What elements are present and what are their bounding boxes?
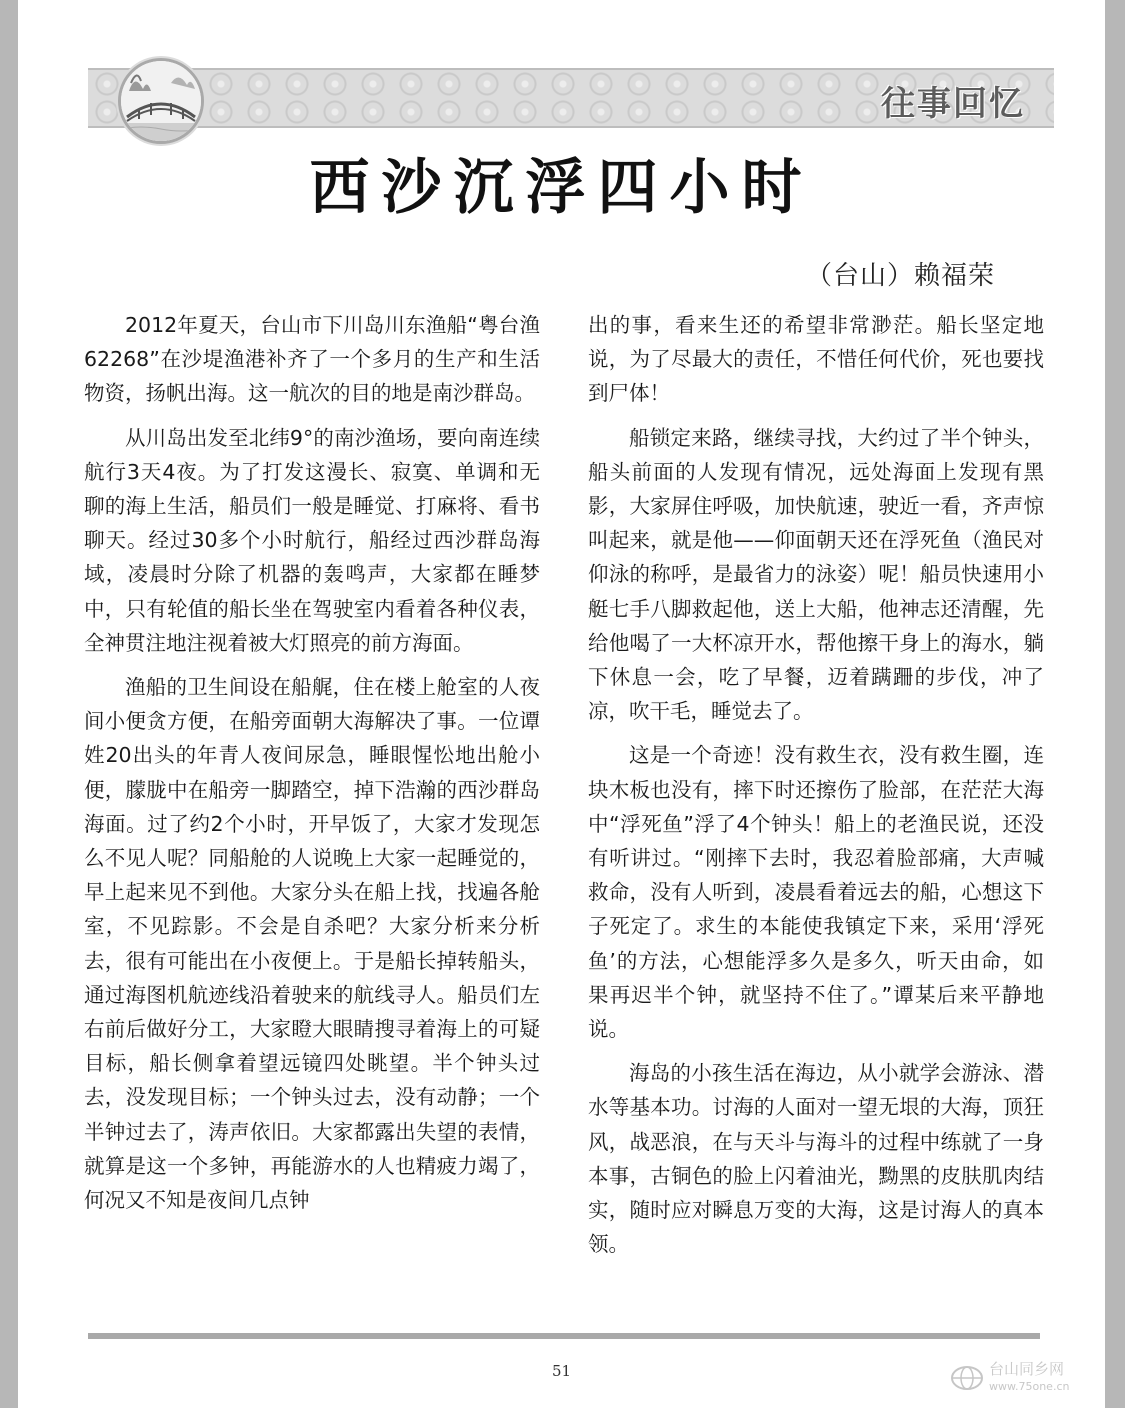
paragraph-continuation: 出的事，看来生还的希望非常渺茫。船长坚定地说，为了尽最大的责任，不惜任何代价，死也要找到尸体！ [588, 313, 1044, 406]
watermark-text: 台山同乡网 [989, 1360, 1065, 1378]
bottom-divider [88, 1333, 1040, 1339]
paragraph: 2012年夏天，台山市下川岛川东渔船“粤台渔62268”在沙堤渔港补齐了一个多月的生产和生活物资，扬帆出海。这一航次的目的地是南沙群岛。 [84, 313, 540, 406]
paragraph: 渔船的卫生间设在船艉，住在楼上舱室的人夜间小便贪方便，在船旁面朝大海解决了事。一位谭姓20出头的年青人夜间尿急，睡眼惺忪地出舱小便，朦胧中在船旁一脚踏空，掉下浩瀚的西沙群岛海面。过了约2个小时，开早饭了，大家才发现怎么不见人呢？同船舱的人说晚上大家一起睡觉的，早上起来见不到他。大家分头在船上找，找遍各舱室，不见踪影。不会是自杀吧？大家分析来分析去，很有可能出在小夜便上。于是船长掉转船头，通过海图机航迹线沿着驶来的航线寻人。船员们左右前后做好分工，大家瞪大眼睛搜寻着海上的可疑目标，船长侧拿着望远镜四处眺望。半个钟头过去，没发现目标；一个钟头过去，没有动静；一个半钟过去了，涛声依旧。大家都露出失望的表情，就算是这一个多钟，再能游水的人也精疲力竭了，何况又不知是夜间几点钟 [84, 675, 540, 1213]
article-author: （台山）赖福荣 [805, 261, 995, 291]
paragraph: 船锁定来路，继续寻找，大约过了半个钟头，船头前面的人发现有情况，远处海面上发现有黑影，大家屏住呼吸，加快航速，驶近一看，齐声惊叫起来，就是他——仰面朝天还在浮死鱼（渔民对仰泳的称呼，是最省力的泳姿）呢！船员快速用小艇七手八脚救起他，送上大船，他神志还清醒，先给他喝了一大杯凉开水，帮他擦干身上的海水，躺下休息一会，吃了早餐，迈着蹒跚的步伐，冲了凉，吹干毛，睡觉去了。 [588, 425, 1044, 724]
bridge-landscape-emblem-icon [118, 58, 204, 144]
paragraph: 从川岛出发至北纬9°的南沙渔场，要向南连续航行3天4夜。为了打发这漫长、寂寞、单调和无聊的海上生活，船员们一般是睡觉、打麻将、看书聊天。经过30多个小时航行，船经过西沙群岛海域，凌晨时分除了机器的轰鸣声，大家都在睡梦中，只有轮值的船长坐在驾驶室内看着各种仪表，全神贯注地注视着被大灯照亮的前方海面。 [84, 425, 540, 655]
article-title: 西沙沉浮四小时 [309, 153, 814, 223]
article-column-right [588, 308, 1044, 1271]
globe-logo-icon [949, 1358, 985, 1394]
paragraph: 这是一个奇迹！没有救生衣，没有救生圈，连块木板也没有，摔下时还擦伤了脸部，在茫茫大海中“浮死鱼”浮了4个钟头！船上的老渔民说，还没有听讲过。“刚摔下去时，我忍着脸部痛，大声喊救命，没有人听到，凌晨看着远去的船，心想这下子死定了。求生的本能使我镇定下来，采用‘浮死鱼’的方法，心想能浮多久是多久，听天由命，如果再迟半个钟，就坚持不住了。”谭某后来平静地说。 [588, 743, 1044, 1042]
page-number: 51 [551, 1362, 572, 1380]
column-name-heading: 往事回忆 [881, 84, 1025, 124]
site-watermark [949, 1352, 1099, 1400]
article-column-left [84, 308, 540, 1227]
magazine-page [18, 0, 1105, 1408]
watermark-url: www.75one.cn [989, 1380, 1070, 1393]
paragraph: 海岛的小孩生活在海边，从小就学会游泳、潜水等基本功。讨海的人面对一望无垠的大海，顶狂风，战恶浪，在与天斗与海斗的过程中练就了一身本事，古铜色的脸上闪着油光，黝黑的皮肤肌肉结实，随时应对瞬息万变的大海，这是讨海人的真本领。 [588, 1061, 1044, 1257]
